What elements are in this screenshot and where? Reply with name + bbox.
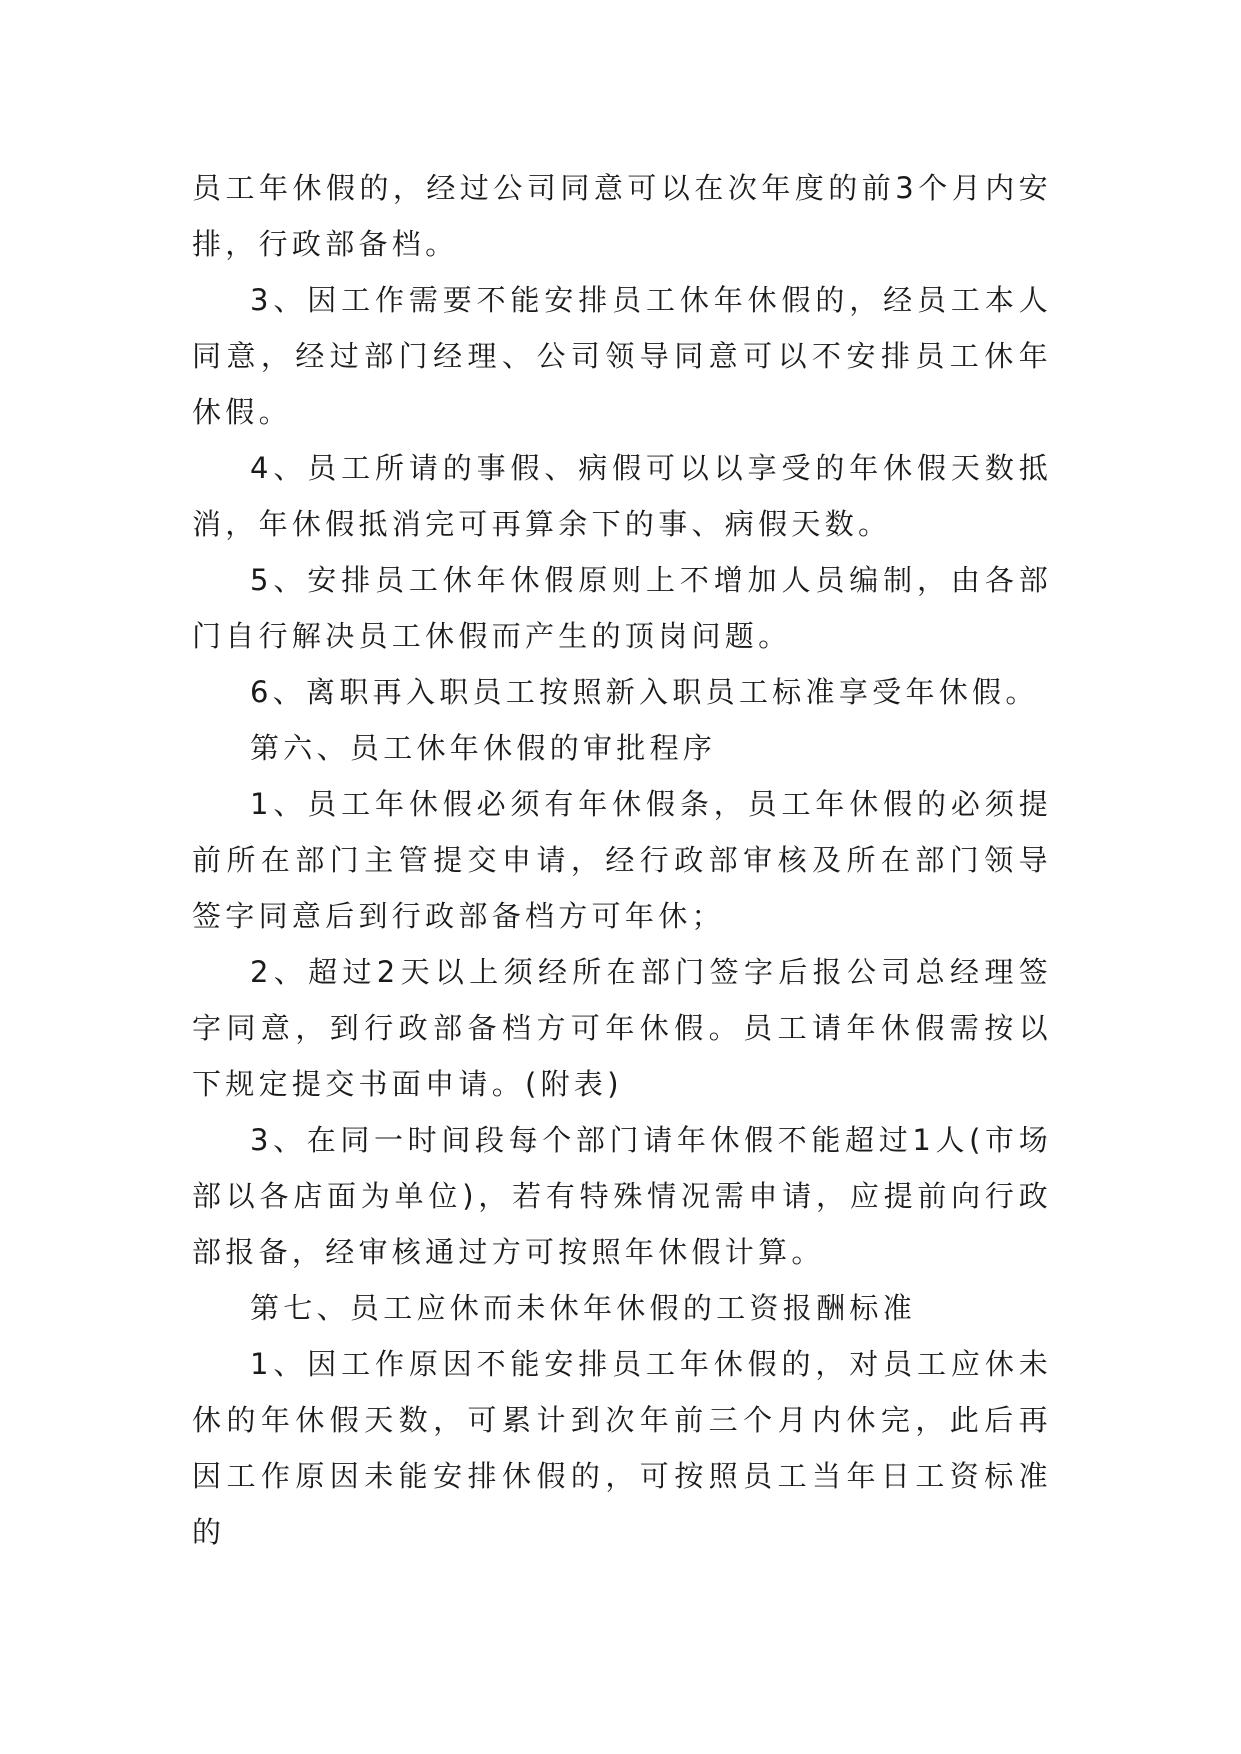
paragraph-item-6: 6、离职再入职员工按照新入职员工标准享受年休假。 [250,675,1039,709]
paragraph-pay-1: 1、因工作原因不能安排员工年休假的，对员工应休未休的年休假天数，可累计到次年前三个月内休完，此后再因工作原因未能安排休假的，可按照员工当年日工资标准的 [192,1347,1052,1549]
paragraph-item-5: 5、安排员工休年休假原则上不增加人员编制，由各部门自行解决员工休假而产生的顶岗问题。 [192,563,1052,653]
paragraph-continuation: 员工年休假的，经过公司同意可以在次年度的前3个月内安排，行政部备档。 [192,171,1052,261]
document-body [192,160,1052,1560]
paragraph-approval-2: 2、超过2天以上须经所在部门签字后报公司总经理签字同意，到行政部备档方可年休假。员工请年休假需按以下规定提交书面申请。(附表) [192,955,1052,1101]
paragraph-approval-1: 1、员工年休假必须有年休假条，员工年休假的必须提前所在部门主管提交申请，经行政部审核及所在部门领导签字同意后到行政部备档方可年休； [192,787,1052,933]
paragraph-item-4: 4、员工所请的事假、病假可以以享受的年休假天数抵消，年休假抵消完可再算余下的事、病假天数。 [192,451,1052,541]
section-heading-6: 第六、员工休年休假的审批程序 [250,731,717,765]
section-heading-7: 第七、员工应休而未休年休假的工资报酬标准 [250,1291,917,1325]
paragraph-item-3: 3、因工作需要不能安排员工休年休假的，经员工本人同意，经过部门经理、公司领导同意可以不安排员工休年休假。 [192,283,1052,429]
paragraph-approval-3: 3、在同一时间段每个部门请年休假不能超过1人(市场部以各店面为单位)，若有特殊情况需申请，应提前向行政部报备，经审核通过方可按照年休假计算。 [192,1123,1052,1269]
